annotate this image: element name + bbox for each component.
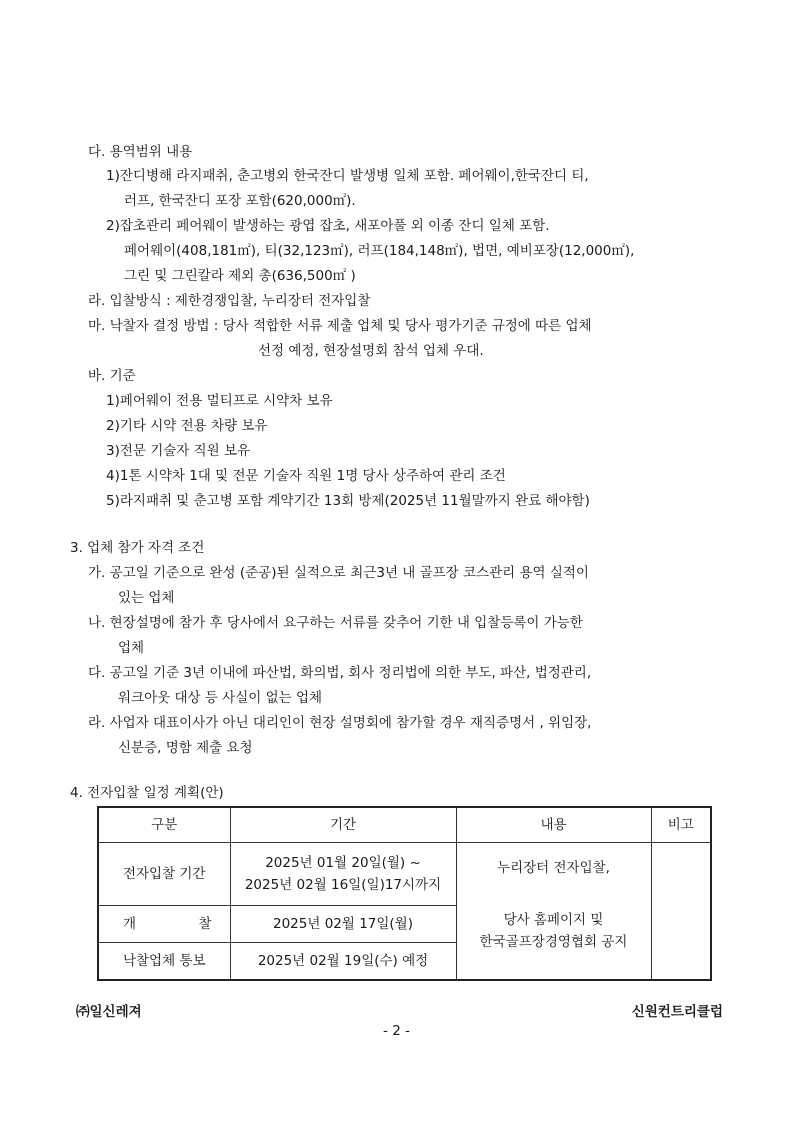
row-period-notification: 2025년 02월 19일(수) 예정 xyxy=(230,943,456,981)
row-period-bidding xyxy=(230,843,456,906)
winner-selection-line2: 선정 예정, 현장설명회 참석 업체 우대. xyxy=(258,343,484,359)
qualification-da-line1: 다. 공고일 기준 3년 이내에 파산법, 화의법, 회사 정리법에 의한 부도, 파산, 법정관리, xyxy=(88,665,592,681)
content-line1: 누리장터 전자입찰, xyxy=(497,860,610,876)
criteria-item-1: 1)페어웨이 전용 멀티프로 시약차 보유 xyxy=(106,393,333,409)
schedule-table xyxy=(97,806,712,981)
scope-heading: 다. 용역범위 내용 xyxy=(88,144,193,160)
page-number: - 2 - xyxy=(383,1023,410,1039)
qualification-heading: 3. 업체 참가 자격 조건 xyxy=(70,540,205,556)
winner-selection-line1: 마. 낙찰자 결정 방법 : 당사 적합한 서류 제출 업체 및 당사 평가기준 규정에 따른 업체 xyxy=(88,318,592,334)
qualification-ga-line1: 가. 공고일 기준으로 완성 (준공)된 실적으로 최근3년 내 골프장 코스관리 용역 실적이 xyxy=(88,565,589,581)
opening-label-a: 개 xyxy=(123,916,137,932)
schedule-heading: 4. 전자입찰 일정 계획(안) xyxy=(70,785,224,801)
remarks-cell xyxy=(651,843,711,981)
period-end: 2025년 02월 16일(일)17시까지 xyxy=(244,877,442,893)
content-line3: 한국골프장경영협회 공지 xyxy=(479,934,628,950)
header-remarks: 비고 xyxy=(651,807,711,843)
scope-item-2-line1: 2)잡초관리 페어웨이 발생하는 광엽 잡초, 새포아풀 외 이종 잔디 일체 포함. xyxy=(106,218,550,234)
period-start: 2025년 01월 20일(월) ~ xyxy=(265,855,421,871)
header-period: 기간 xyxy=(230,807,456,843)
club-name: 신원컨트리클럽 xyxy=(631,1004,723,1020)
table-header-row xyxy=(98,807,711,843)
qualification-ga-line2: 있는 업체 xyxy=(118,590,175,606)
row-label-bidding-period: 전자입찰 기간 xyxy=(98,843,230,906)
scope-item-1-line1: 1)잔디병해 라지패취, 춘고병외 한국잔디 발생병 일체 포함. 페어웨이,한국잔디 티, xyxy=(106,168,589,184)
scope-item-2-line2: 페어웨이(408,181㎡), 티(32,123㎡), 러프(184,148㎡), 법면, 예비포장(12,000㎡), xyxy=(124,243,635,259)
criteria-item-3: 3)전문 기술자 직원 보유 xyxy=(106,443,251,459)
scope-item-2-line3: 그린 및 그린칼라 제외 총(636,500㎡ ) xyxy=(124,268,356,284)
header-content: 내용 xyxy=(456,807,651,843)
row-label-opening xyxy=(98,906,230,943)
bidding-method: 라. 입찰방식 : 제한경쟁입찰, 누리장터 전자입찰 xyxy=(88,293,371,309)
qualification-ra-line2: 신분증, 명함 제출 요청 xyxy=(118,740,253,756)
criteria-item-4: 4)1톤 시약차 1대 및 전문 기술자 직원 1명 당사 상주하여 관리 조건 xyxy=(106,468,506,484)
row-period-opening: 2025년 02월 17일(월) xyxy=(230,906,456,943)
qualification-na-line1: 나. 현장설명에 참가 후 당사에서 요구하는 서류를 갖추어 기한 내 입찰등록이 가능한 xyxy=(88,615,583,631)
row-label-notification: 낙찰업체 통보 xyxy=(98,943,230,981)
criteria-item-5: 5)라지패취 및 춘고병 포함 계약기간 13회 방제(2025년 11월말까지 완료 해야함) xyxy=(106,493,590,509)
content-line2: 당사 홈페이지 및 xyxy=(503,912,604,928)
qualification-na-line2: 업체 xyxy=(118,640,145,656)
content-cell xyxy=(456,843,651,981)
header-category: 구분 xyxy=(98,807,230,843)
criteria-item-2: 2)기타 시약 전용 차량 보유 xyxy=(106,418,268,434)
qualification-ra-line1: 라. 사업자 대표이사가 아닌 대리인이 현장 설명회에 참가할 경우 재직증명서 , 위임장, xyxy=(88,715,592,731)
scope-item-1-line2: 러프, 한국잔디 포장 포함(620,000㎡). xyxy=(124,193,356,209)
criteria-heading: 바. 기준 xyxy=(88,368,136,384)
opening-label-b: 찰 xyxy=(198,916,212,932)
qualification-da-line2: 워크아웃 대상 등 사실이 없는 업체 xyxy=(118,690,323,706)
company-name: ㈜일신레져 xyxy=(76,1004,142,1020)
table-row xyxy=(98,843,711,906)
